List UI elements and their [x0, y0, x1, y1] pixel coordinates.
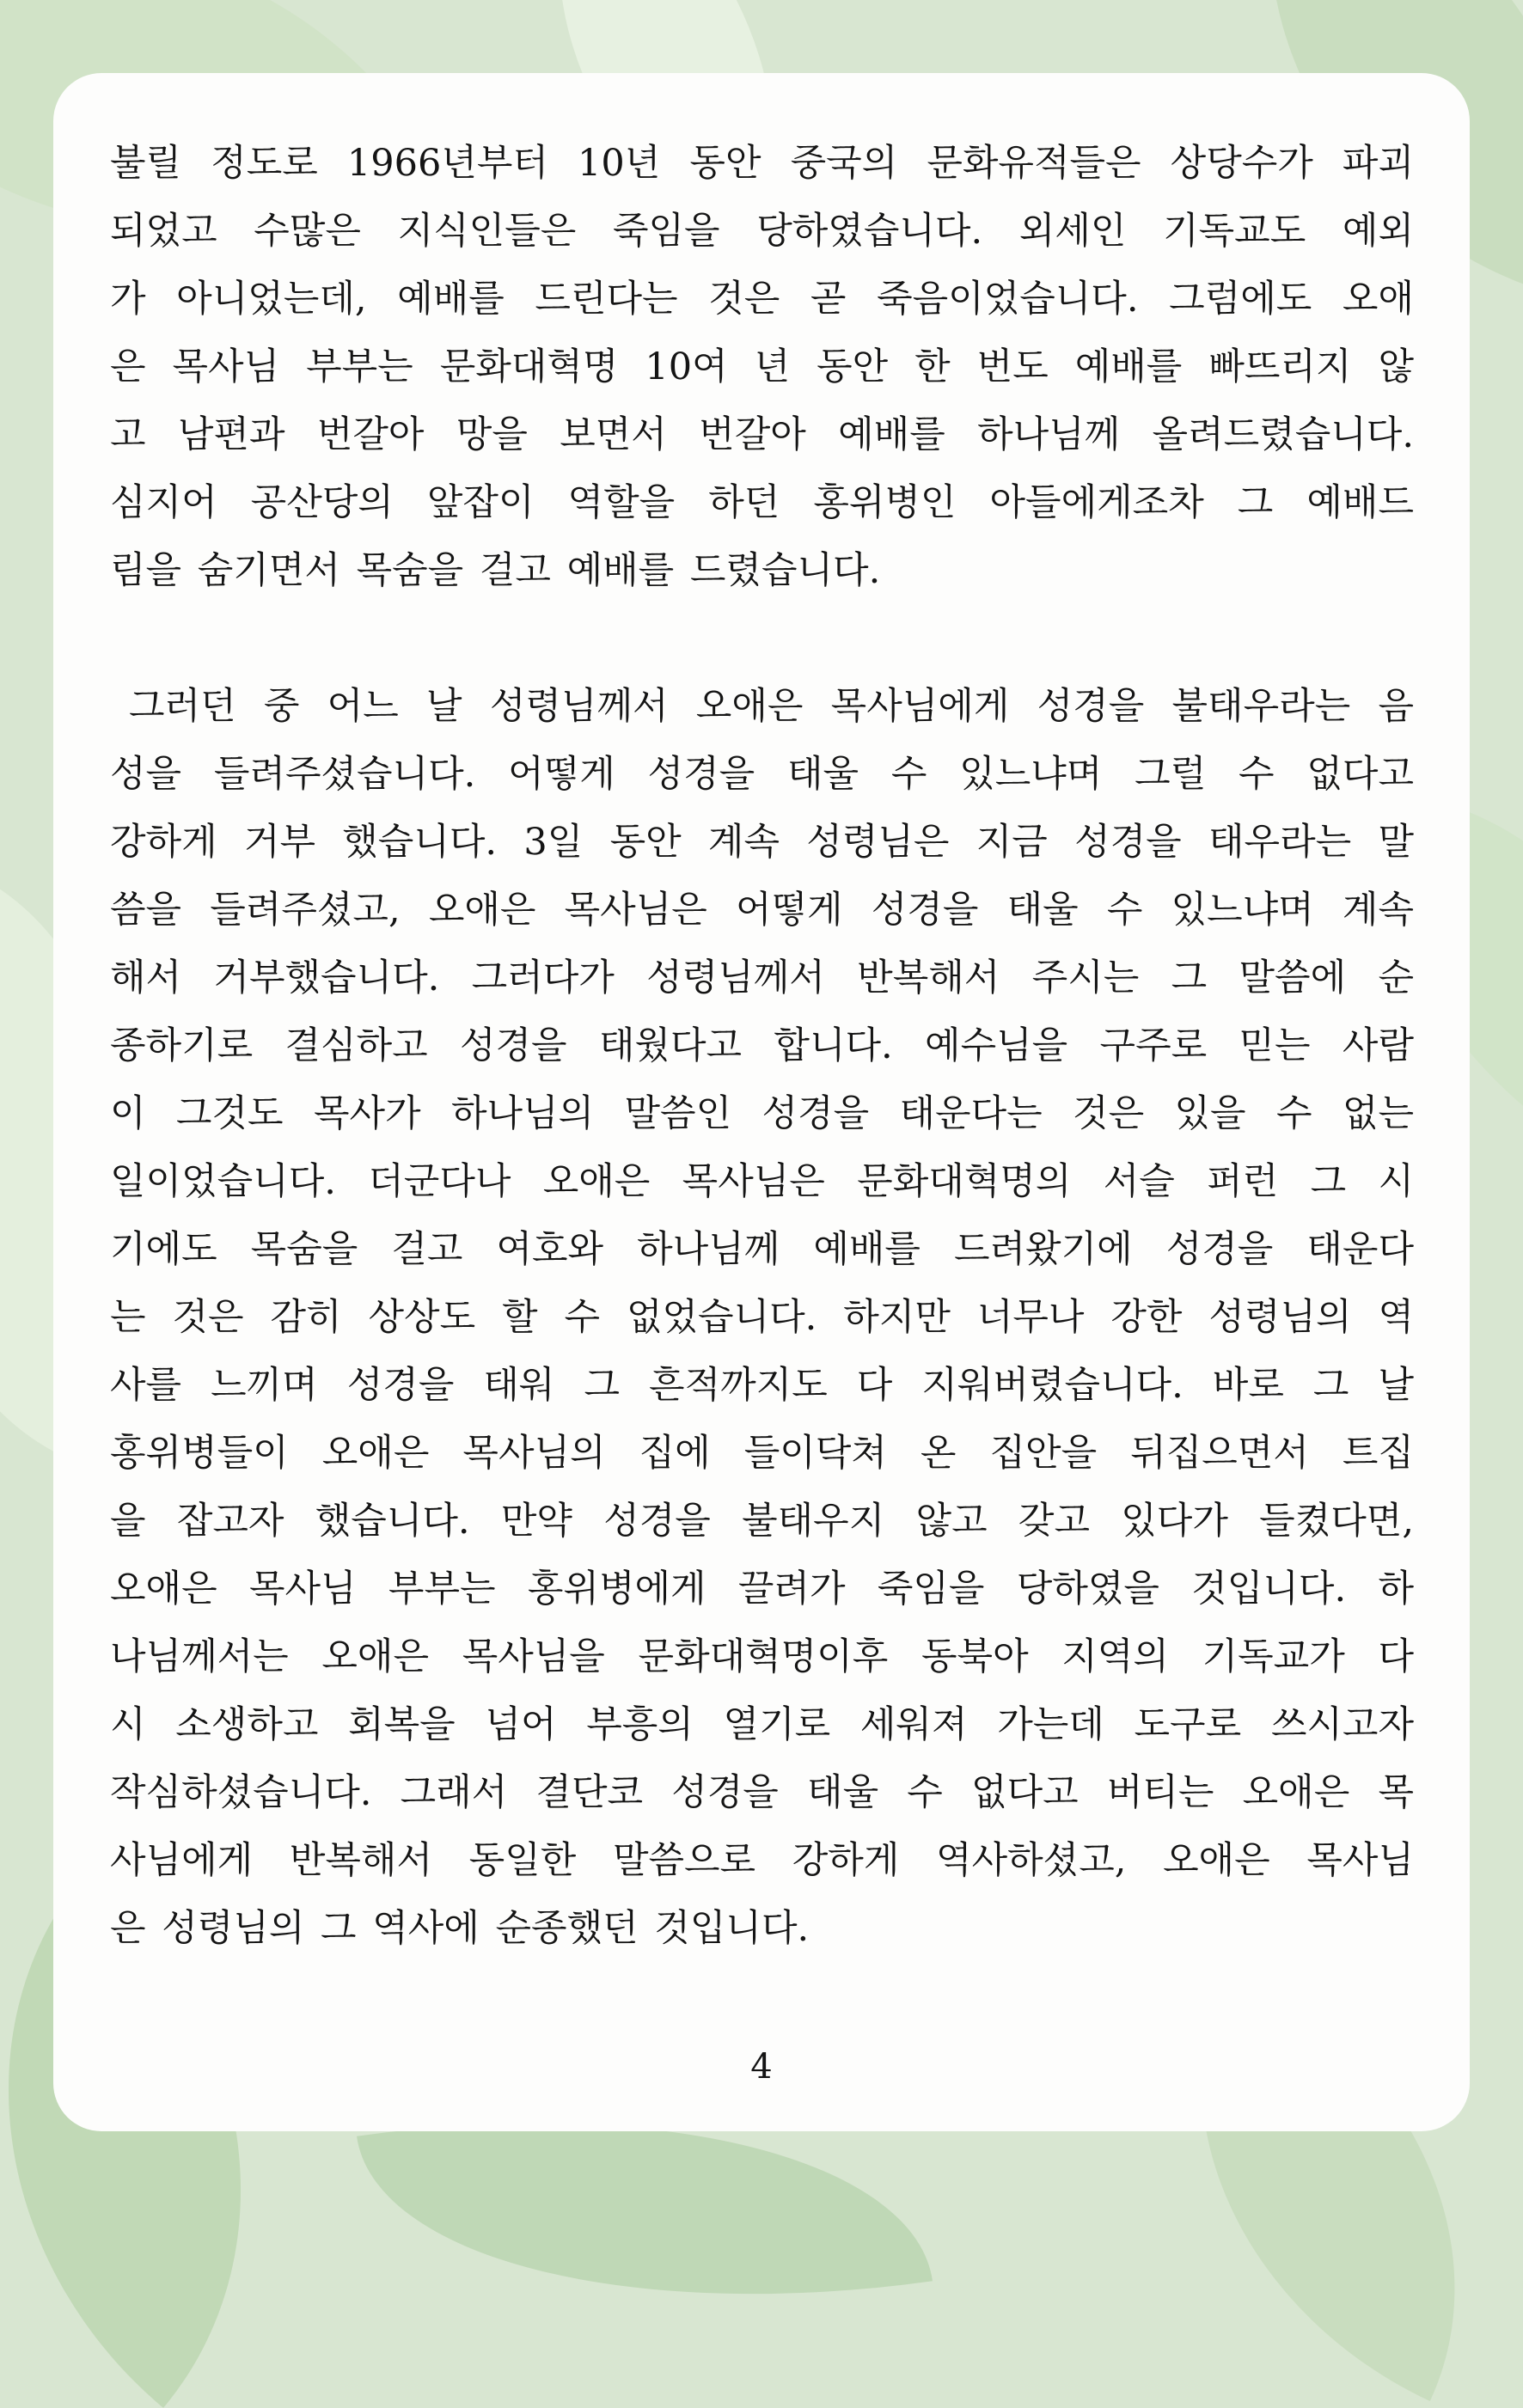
text-line: 은 성령님의 그 역사에 순종했던 것입니다.	[110, 1907, 810, 1950]
text-line: 가 아니었는데, 예배를 드린다는 것은 곧 죽음이었습니다. 그럼에도 오애	[110, 278, 1414, 321]
page-number: 4	[750, 2047, 773, 2087]
text-line: 시 소생하고 회복을 넘어 부흥의 열기로 세워져 가는데 도구로 쓰시고자	[110, 1703, 1414, 1746]
text-line: 은 목사님 부부는 문화대혁명 10여 년 동안 한 번도 예배를 빠뜨리지 않	[110, 345, 1414, 388]
text-line: 나님께서는 오애은 목사님을 문화대혁명이후 동북아 지역의 기독교가 다	[110, 1635, 1414, 1678]
text-line: 성을 들려주셨습니다. 어떻게 성경을 태울 수 있느냐며 그럴 수 없다고	[110, 753, 1414, 796]
text-line: 는 것은 감히 상상도 할 수 없었습니다. 하지만 너무나 강한 성령님의 역	[110, 1296, 1414, 1339]
text-line: 을 잡고자 했습니다. 만약 성경을 불태우지 않고 갖고 있다가 들켰다면,	[110, 1500, 1414, 1543]
text-line: 고 남편과 번갈아 망을 보면서 번갈아 예배를 하나님께 올려드렸습니다.	[110, 413, 1414, 456]
text-line: 해서 거부했습니다. 그러다가 성령님께서 반복해서 주시는 그 말씀에 순	[110, 956, 1414, 999]
text-line: 사를 느끼며 성경을 태워 그 흔적까지도 다 지워버렸습니다. 바로 그 날	[110, 1364, 1414, 1407]
text-line: 강하게 거부 했습니다. 3일 동안 계속 성령님은 지금 성경을 태우라는 말	[110, 821, 1414, 864]
text-line: 홍위병들이 오애은 목사님의 집에 들이닥쳐 온 집안을 뒤집으면서 트집	[110, 1432, 1414, 1475]
paragraph	[110, 130, 1414, 605]
text-line: 오애은 목사님 부부는 홍위병에게 끌려가 죽임을 당하였을 것입니다. 하	[110, 1568, 1414, 1610]
text-line: 이 그것도 목사가 하나님의 말씀인 성경을 태운다는 것은 있을 수 없는	[110, 1092, 1414, 1135]
text-line: 일이었습니다. 더군다나 오애은 목사님은 문화대혁명의 서슬 퍼런 그 시	[110, 1160, 1414, 1203]
text-line: 불릴 정도로 1966년부터 10년 동안 중국의 문화유적들은 상당수가 파괴	[110, 142, 1414, 185]
text-line: 작심하셨습니다. 그래서 결단코 성경을 태울 수 없다고 버티는 오애은 목	[110, 1771, 1414, 1814]
paragraph	[110, 673, 1414, 1963]
text-line: 사님에게 반복해서 동일한 말씀으로 강하게 역사하셨고, 오애은 목사님	[110, 1839, 1414, 1882]
text-line: 그러던 중 어느 날 성령님께서 오애은 목사님에게 성경을 불태우라는 음	[129, 685, 1414, 728]
text-line: 씀을 들려주셨고, 오애은 목사님은 어떻게 성경을 태울 수 있느냐며 계속	[110, 889, 1414, 932]
text-line: 림을 숨기면서 목숨을 걸고 예배를 드렸습니다.	[110, 549, 881, 592]
text-line: 기에도 목숨을 걸고 여호와 하나님께 예배를 드려왔기에 성경을 태운다	[110, 1228, 1414, 1271]
content-panel	[53, 73, 1470, 2131]
text-line: 심지어 공산당의 앞잡이 역할을 하던 홍위병인 아들에게조차 그 예배드	[110, 481, 1414, 524]
text-line: 종하기로 결심하고 성경을 태웠다고 합니다. 예수님을 구주로 믿는 사람	[110, 1024, 1414, 1067]
text-line: 되었고 수많은 지식인들은 죽임을 당하였습니다. 외세인 기독교도 예외	[110, 210, 1414, 253]
text-block	[110, 130, 1414, 1963]
